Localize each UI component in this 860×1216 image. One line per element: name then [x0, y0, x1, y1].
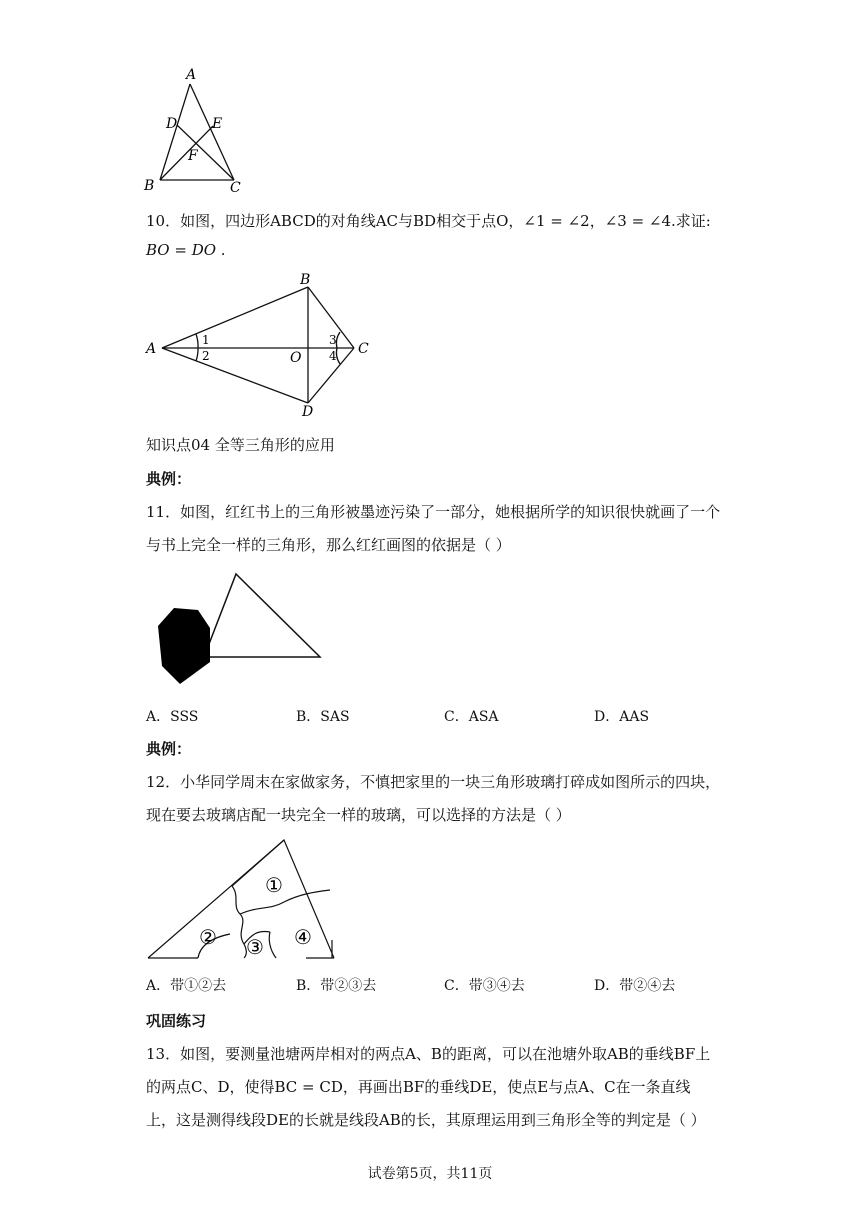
piece-2: ②: [199, 925, 217, 949]
angle-2: 2: [202, 349, 210, 363]
q11-line2: 与书上完全一样的三角形，那么红红画图的依据是（ ）: [146, 536, 511, 554]
label-A: A: [186, 67, 197, 83]
page-footer: 试卷第5页，共11页: [367, 1166, 493, 1182]
q10-line2: BO = DO .: [146, 241, 226, 259]
broken-glass-figure: [140, 834, 340, 964]
label-F: F: [188, 148, 198, 164]
triangle-figure-1: [140, 62, 260, 202]
angle-3: 3: [329, 333, 337, 347]
q11-line1: 11．如图，红红书上的三角形被墨迹污染了一部分，她根据所学的知识很快就画了一个: [146, 503, 721, 521]
q12-option-b: B．带②③去: [296, 978, 377, 994]
q11-option-b: B．SAS: [296, 709, 350, 725]
q13-line2: 的两点C、D，使得BC = CD，再画出BF的垂线DE，使点E与点A、C在一条直线: [146, 1078, 691, 1096]
label-C: C: [358, 341, 369, 357]
label-D: D: [302, 404, 314, 420]
piece-4: ④: [294, 925, 312, 949]
angle-4: 4: [329, 349, 337, 363]
example-label-2: 典例：: [146, 740, 192, 758]
q11-option-a: A．SSS: [146, 709, 199, 725]
label-A: A: [146, 341, 157, 357]
label-B: B: [300, 272, 311, 288]
angle-1: 1: [202, 333, 210, 347]
piece-1: ①: [265, 873, 283, 897]
example-label-1: 典例：: [146, 470, 192, 488]
q10-line1: 10．如图，四边形ABCD的对角线AC与BD相交于点O，∠1 = ∠2，∠3 = ∠4.求证:: [146, 212, 711, 230]
q11-option-d: D．AAS: [594, 709, 650, 725]
q13-line3: 上，这是测得线段DE的长就是线段AB的长，其原理运用到三角形全等的判定是（ ）: [146, 1111, 706, 1129]
ink-blot: [158, 608, 210, 684]
label-E: E: [212, 116, 223, 132]
label-O: O: [290, 350, 302, 366]
q11-option-c: C．ASA: [444, 709, 499, 725]
label-C: C: [230, 180, 241, 196]
q12-line2: 现在要去玻璃店配一块完全一样的玻璃，可以选择的方法是（ ）: [146, 806, 571, 824]
kite-figure: [140, 270, 390, 420]
q12-option-c: C．带③④去: [444, 978, 525, 994]
section-title: 知识点04 全等三角形的应用: [146, 436, 335, 454]
ink-stained-triangle: [150, 566, 330, 691]
piece-3: ③: [246, 935, 264, 959]
practice-heading: 巩固练习: [146, 1012, 207, 1030]
q13-line1: 13．如图，要测量池塘两岸相对的两点A、B的距离，可以在池塘外取AB的垂线BF上: [146, 1045, 711, 1063]
q12-option-d: D．带②④去: [594, 978, 676, 994]
q12-option-a: A．带①②去: [146, 978, 227, 994]
label-D: D: [166, 116, 178, 132]
q12-line1: 12．小华同学周末在家做家务，不慎把家里的一块三角形玻璃打碎成如图所示的四块，: [146, 773, 721, 791]
label-B: B: [144, 178, 155, 194]
